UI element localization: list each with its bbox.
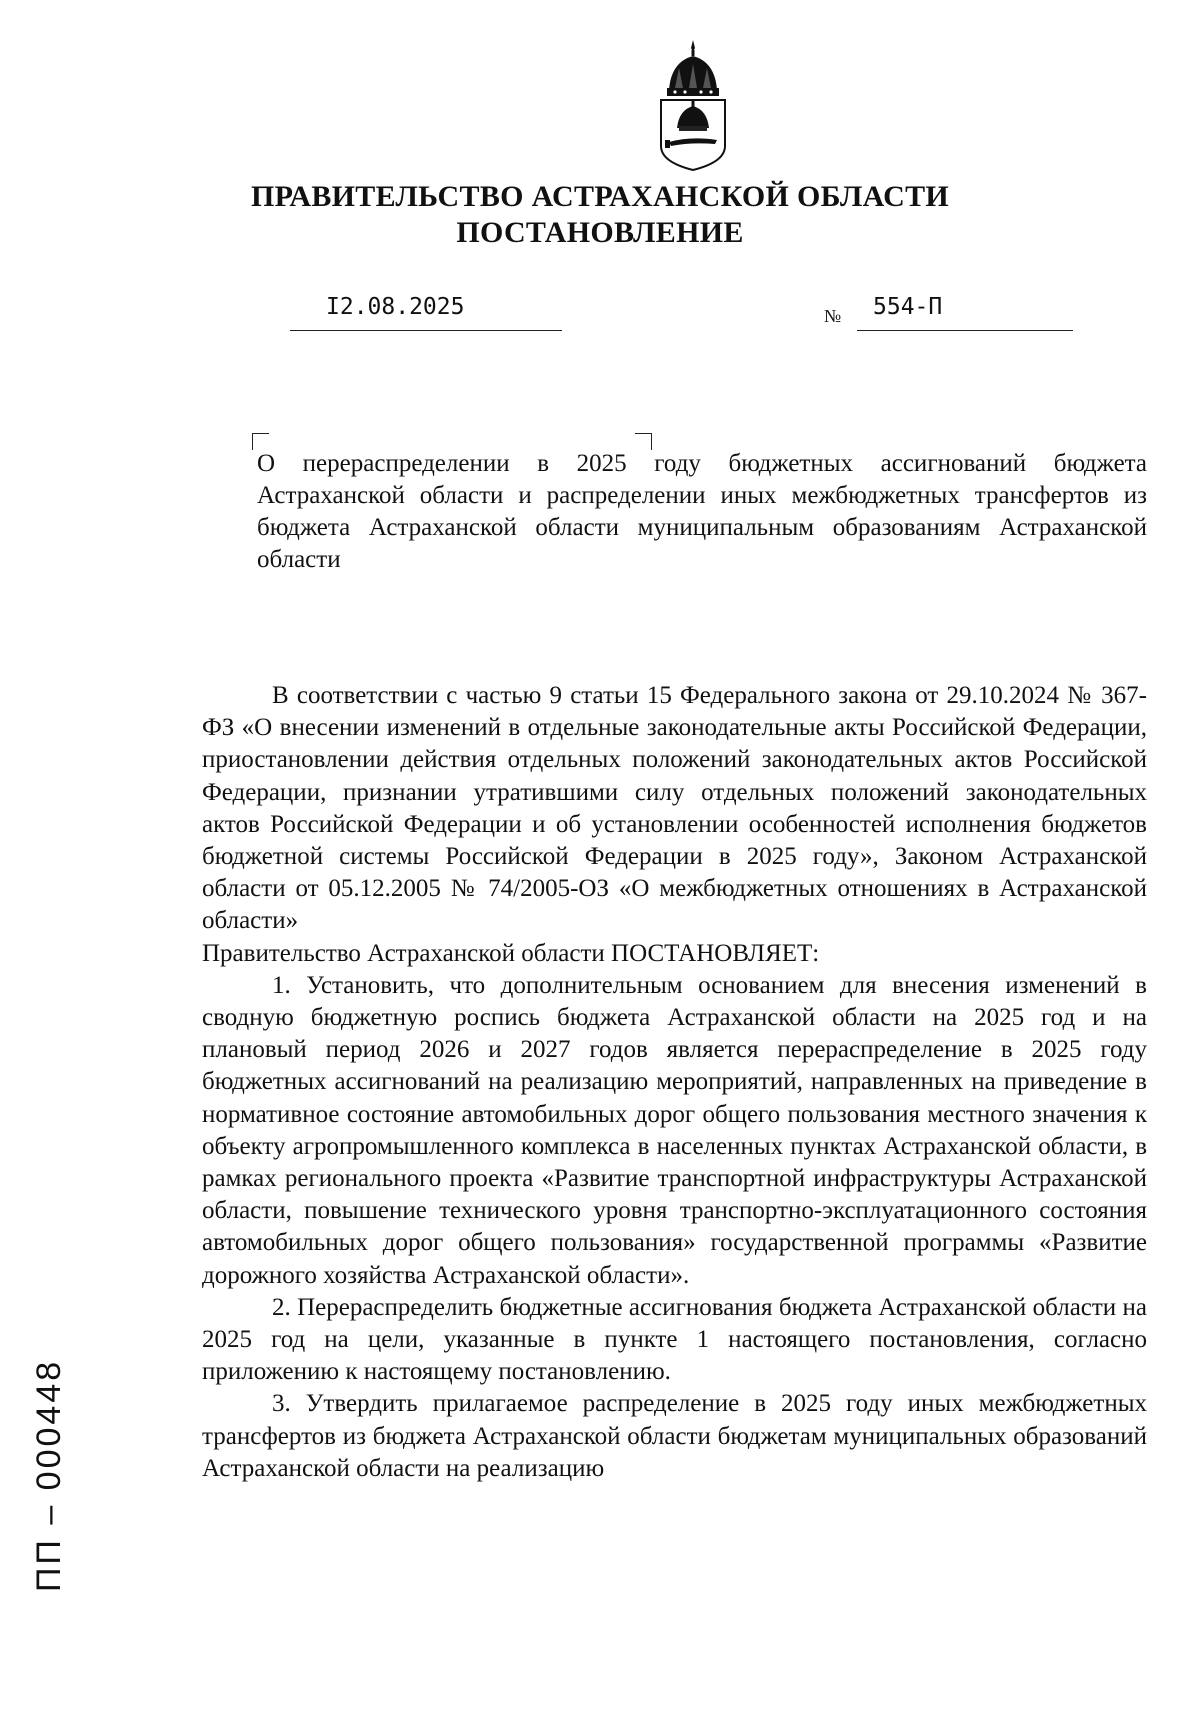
number-field [857, 294, 1073, 331]
item-paragraph-3: 3. Утвердить прилагаемое распределение в 2025 году иных межбюджетных трансфертов из бюджета Астраханской области бюджетам муниципальных образований Астраханской области на реализацию [202, 1390, 1147, 1482]
registration-stamp: ПП – 000448 [30, 1358, 68, 1592]
coat-of-arms-icon [655, 38, 731, 172]
date-field [290, 294, 562, 331]
document-type-title: ПОСТАНОВЛЕНИЕ [456, 216, 744, 249]
number-sign: № [824, 306, 842, 326]
document-number: 554-П [873, 294, 943, 320]
resolution-line: Правительство Астраханской области ПОСТАНОВЛЯЕТ: [202, 939, 820, 967]
item-paragraph-2: 2. Перераспределить бюджетные ассигнования бюджета Астраханской области на 2025 год на цели, указанные в пункте 1 настоящего постановления, согласно приложению к настоящему постановлению. [202, 1293, 1147, 1386]
government-title: ПРАВИТЕЛЬСТВО АСТРАХАНСКОЙ ОБЛАСТИ [250, 180, 950, 213]
item-paragraph-1: 1. Установить, что дополнительным основанием для внесения изменений в сводную бюджетную роспись бюджета Астраханской области на 2025 год и на плановый период 2026 и 2027 годов является перераспределение в 2025 году бюджетных ассигнований на реализацию мероприятий, направленных на приведение в нормативное состояние автомобильных дорог общего пользования местного значения к объекту агропромышленного комплекса в населенных пунктах Астраханской области, в рамках регионального проекта «Развитие транспортной инфраструктуры Астраханской области, повышение технического уровня транспортно-эксплуатационного состояния автомобильных дорог общего пользования» государственной программы «Развитие дорожного хозяйства Астраханской области». [202, 971, 1147, 1289]
document-subject: О перераспределении в 2025 году бюджетных ассигнований бюджета Астраханской области и распределении иных межбюджетных трансфертов из бюджета Астраханской области муниципальным образованиям Астраханской области [257, 450, 1147, 573]
document-date: I2.08.2025 [326, 294, 465, 320]
document-body [202, 680, 1147, 1485]
preamble-paragraph: В соответствии с частью 9 статьи 15 Федерального закона от 29.10.2024 № 367-ФЗ «О внесении изменений в отдельные законодательные акты Российской Федерации, приостановлении действия отдельных положений законодательных актов Российской Федерации, признании утратившими силу отдельных положений законодательных актов Российской Федерации и об установлении особенностей исполнения бюджетов бюджетной системы Российской Федерации в 2025 году», Законом Астраханской области от 05.12.2005 № 74/2005-ОЗ «О межбюджетных отношениях в Астраханской области» [202, 682, 1147, 935]
